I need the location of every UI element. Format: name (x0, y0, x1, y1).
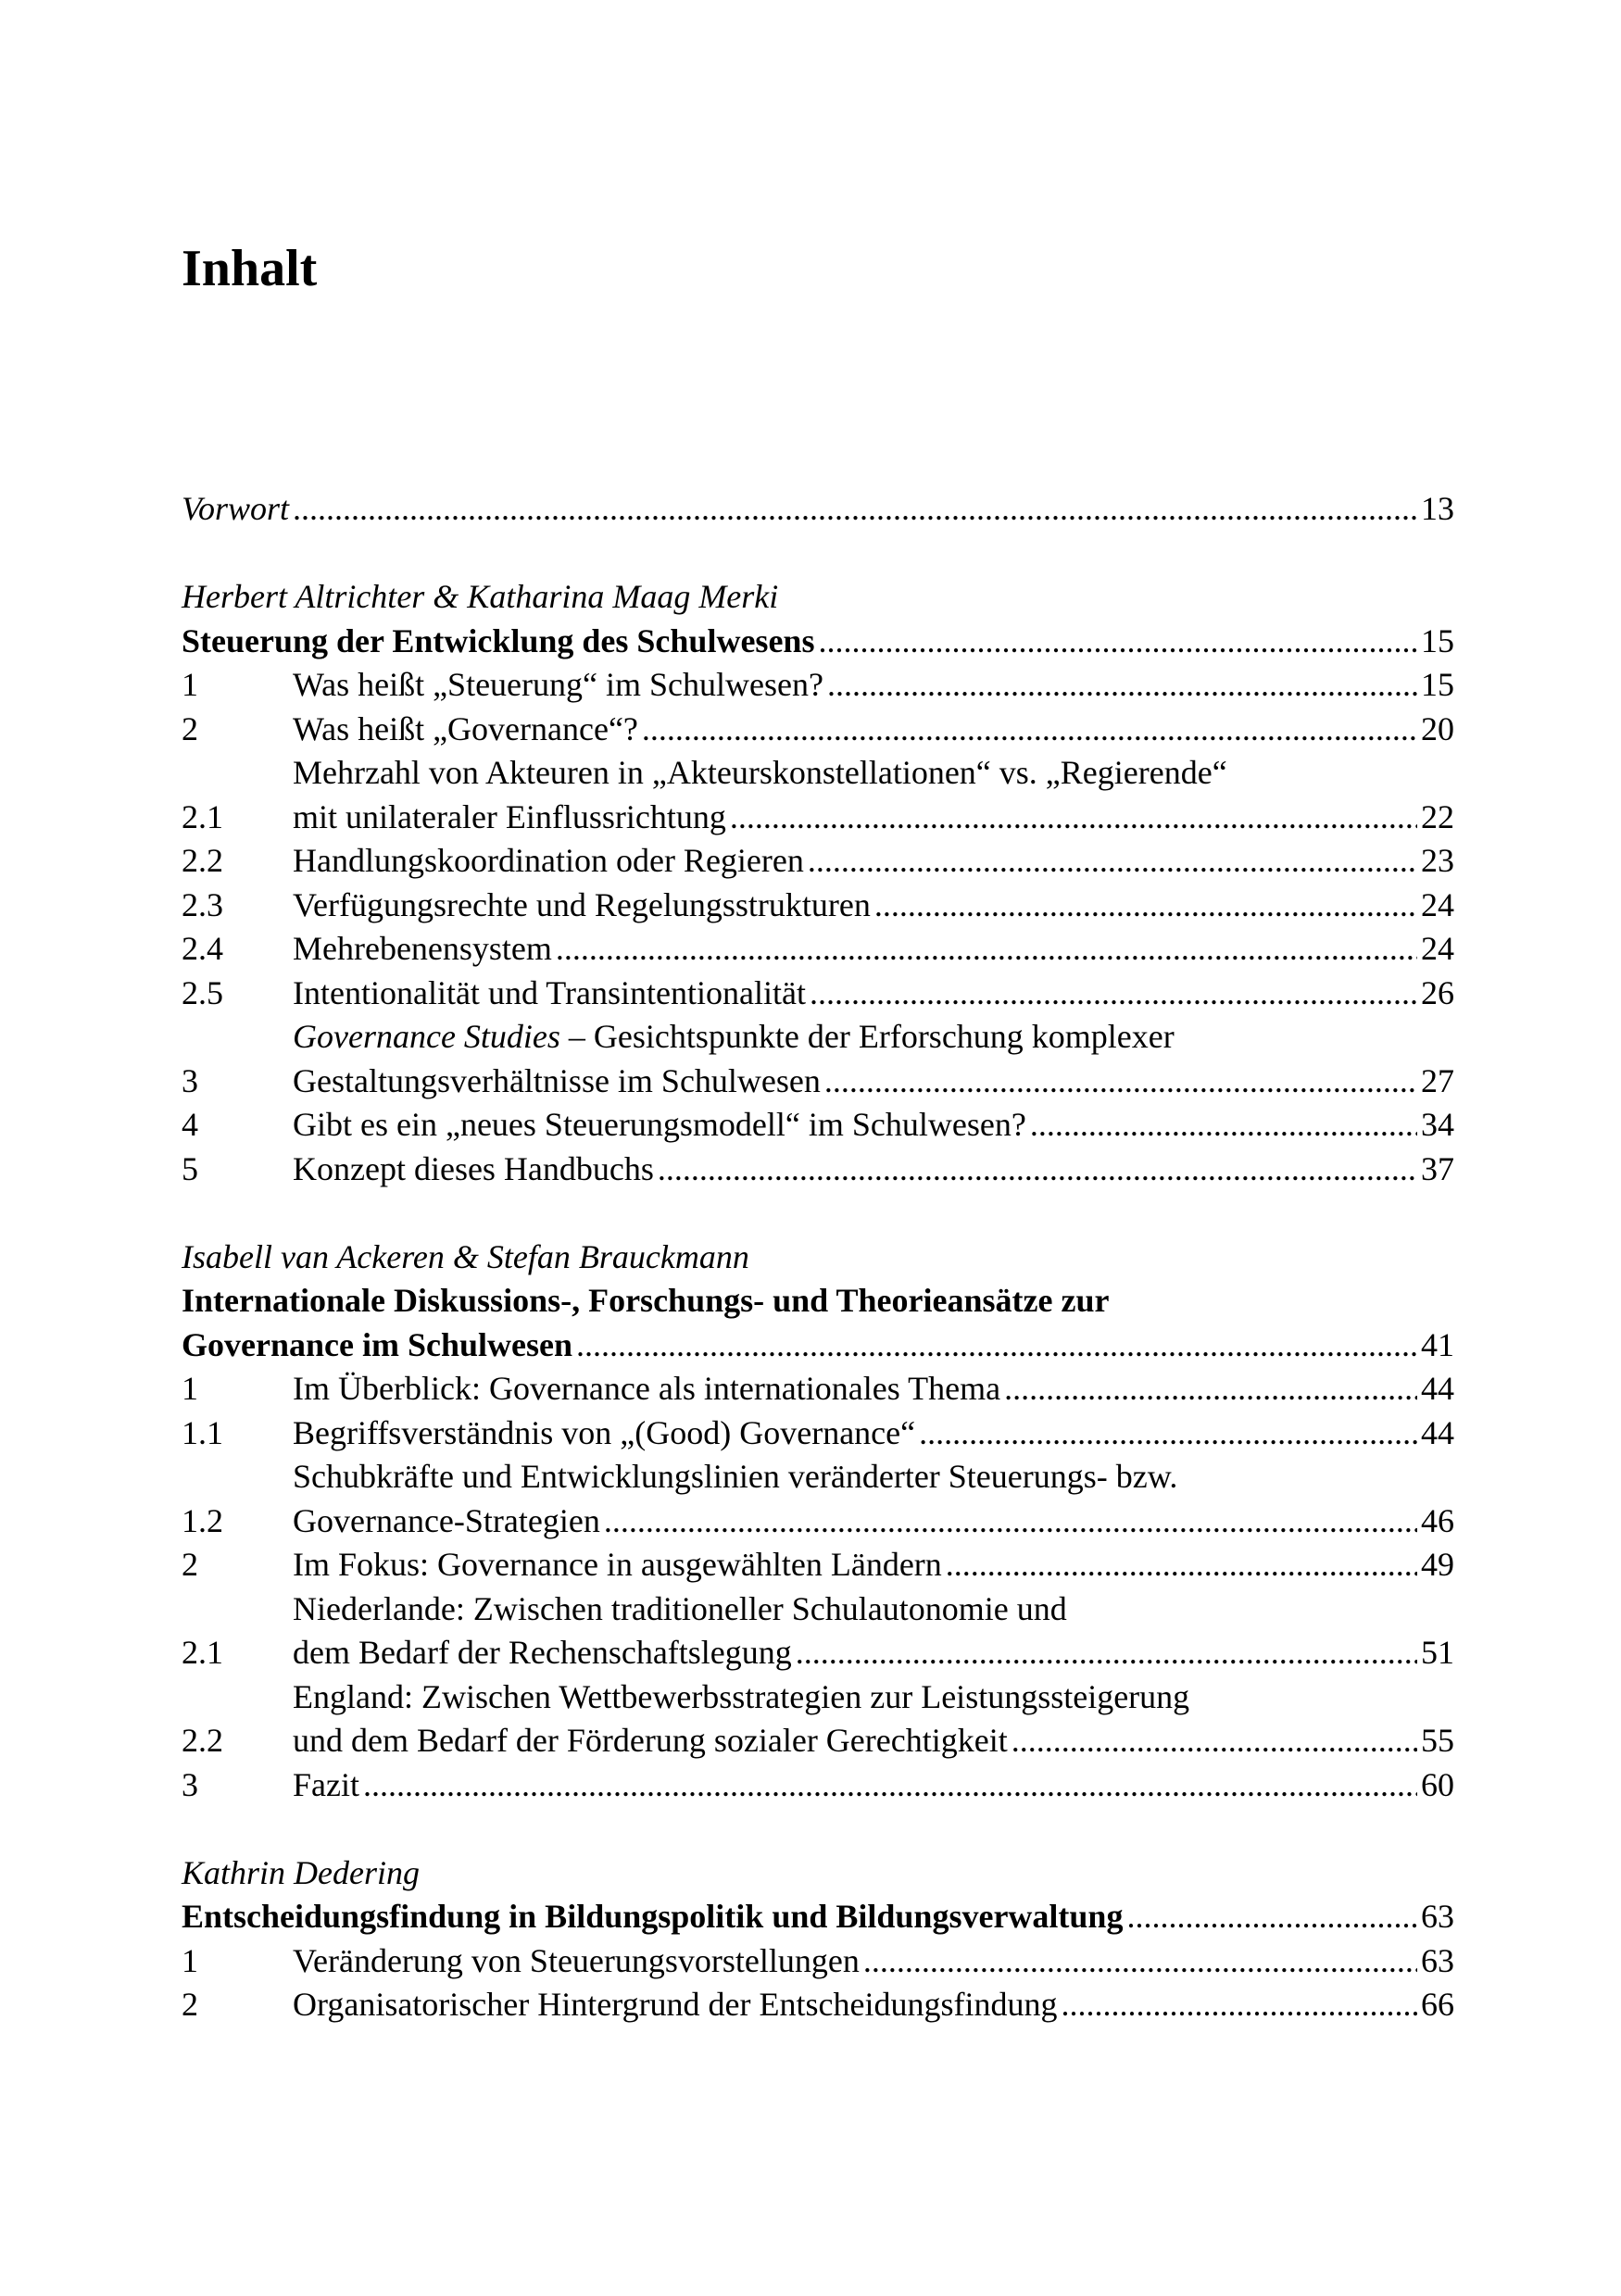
toc-page-number: 41 (1421, 1325, 1454, 1363)
dot-leader (874, 884, 1417, 928)
toc-entry (182, 839, 1454, 884)
toc-entry (182, 1939, 1454, 1984)
toc-entry-title-line1 (293, 751, 1454, 796)
dot-leader (556, 927, 1417, 972)
toc-entry-title: Im Überblick: Governance als internationales Thema (293, 1370, 1001, 1407)
toc-entry-title-line1 (293, 1015, 1454, 1060)
toc-entry-title: Was heißt „Steuerung“ im Schulwesen? (293, 666, 823, 703)
toc-entry (182, 1675, 1454, 1763)
toc-entry-vorwort (182, 487, 1454, 532)
toc-page-number: 15 (1421, 621, 1454, 659)
toc-entry (182, 884, 1454, 928)
toc-entry (182, 927, 1454, 972)
toc-page-number: 44 (1421, 1370, 1454, 1407)
section-spacer (182, 1191, 1454, 1236)
section-number: 2 (182, 1546, 198, 1583)
toc-entry-title: Veränderung von Steuerungsvorstellungen (293, 1941, 860, 1979)
toc-entry-title: Begriffsverständnis von „(Good) Governance“ (293, 1413, 916, 1451)
dot-leader (1004, 1367, 1417, 1411)
section-number: 2.4 (182, 930, 223, 967)
section-number: 2.5 (182, 973, 223, 1011)
section-number: 2.2 (182, 1722, 223, 1759)
section-number: 2.2 (182, 842, 223, 879)
section-number: 2.1 (182, 1634, 223, 1671)
toc-page-number: 26 (1421, 973, 1454, 1011)
chapter-author: Isabell van Ackeren & Stefan Brauckmann (182, 1237, 749, 1275)
dot-leader (730, 796, 1417, 840)
toc-entry (182, 972, 1454, 1016)
section-number: 1.1 (182, 1413, 223, 1451)
toc-entry-title-text: – Gesichtspunkte der Erforschung komplexer (559, 1018, 1175, 1055)
dot-leader (576, 1324, 1417, 1368)
toc-entry-title-text: Niederlande: Zwischen traditioneller Schulautonomie und (293, 1589, 1067, 1627)
toc-entry (182, 1763, 1454, 1808)
toc-entry (182, 1015, 1454, 1103)
toc-entry-title: dem Bedarf der Rechenschaftslegung (293, 1634, 792, 1671)
toc-page-number: 23 (1421, 842, 1454, 879)
toc-page-number: 60 (1421, 1765, 1454, 1803)
section-number: 2.1 (182, 797, 223, 835)
dot-leader (642, 708, 1417, 752)
page-title: Inhalt (182, 240, 318, 297)
section-number: 3 (182, 1765, 198, 1803)
dot-leader (604, 1499, 1417, 1544)
toc-entry (182, 1455, 1454, 1543)
toc-page-number: 24 (1421, 930, 1454, 967)
toc-entry-title: Entscheidungsfindung in Bildungspolitik und Bildungsverwaltung (182, 1898, 1124, 1935)
table-of-contents (182, 487, 1454, 2027)
chapter-heading (182, 1895, 1454, 1939)
section-spacer (182, 532, 1454, 576)
toc-entry (182, 1543, 1454, 1587)
toc-entry (182, 751, 1454, 839)
dot-leader (824, 1060, 1417, 1104)
chapter-author: Kathrin Dedering (182, 1853, 420, 1891)
dot-leader (1062, 1983, 1418, 2027)
section-number: 1.2 (182, 1501, 223, 1539)
toc-entry-title-line1 (293, 1587, 1454, 1632)
toc-entry-title: Governance im Schulwesen (182, 1325, 572, 1363)
section-number: 4 (182, 1106, 198, 1143)
toc-entry-title-text: Mehrzahl von Akteuren in „Akteurskonstellationen“ vs. „Regierende“ (293, 754, 1227, 791)
toc-entry-title: Steuerung der Entwicklung des Schulwesens (182, 621, 815, 659)
section-number: 2.3 (182, 885, 223, 923)
toc-entry-title: und dem Bedarf der Förderung sozialer Gerechtigkeit (293, 1722, 1008, 1759)
dot-leader (919, 1411, 1417, 1456)
section-number: 5 (182, 1149, 198, 1187)
section-number: 1 (182, 1370, 198, 1407)
chapter-heading (182, 620, 1454, 664)
toc-entry-title-line1 (293, 1675, 1454, 1720)
toc-page-number: 15 (1421, 666, 1454, 703)
toc-page-number: 27 (1421, 1061, 1454, 1099)
toc-page-number: 49 (1421, 1546, 1454, 1583)
toc-page-number: 22 (1421, 797, 1454, 835)
toc-page-number: 51 (1421, 1634, 1454, 1671)
toc-page-number: 37 (1421, 1149, 1454, 1187)
toc-entry-title: Handlungskoordination oder Regieren (293, 842, 804, 879)
toc-entry-title: Gestaltungsverhältnisse im Schulwesen (293, 1061, 821, 1099)
toc-entry (182, 1148, 1454, 1192)
toc-page-number: 46 (1421, 1501, 1454, 1539)
toc-entry-title-text: England: Zwischen Wettbewerbsstrategien zur Leistungssteigerung (293, 1677, 1190, 1715)
dot-leader (293, 487, 1417, 532)
dot-leader (818, 620, 1417, 664)
toc-entry-title-italic: Governance Studies (293, 1018, 560, 1055)
toc-page-number: 63 (1421, 1898, 1454, 1935)
toc-entry-title: Vorwort (182, 490, 290, 527)
toc-entry-title: mit unilateraler Einflussrichtung (293, 797, 726, 835)
section-number: 1 (182, 666, 198, 703)
toc-page-number: 34 (1421, 1106, 1454, 1143)
toc-entry-title-line1 (293, 1455, 1454, 1499)
chapter-heading (182, 1279, 1454, 1367)
dot-leader (658, 1148, 1417, 1192)
dot-leader (863, 1939, 1417, 1984)
toc-entry-title-text: Internationale Diskussions-, Forschungs- und Theorieansätze zur (182, 1282, 1110, 1319)
toc-entry (182, 1367, 1454, 1411)
dot-leader (1126, 1895, 1417, 1939)
dot-leader (363, 1763, 1417, 1808)
toc-entry-title: Governance-Strategien (293, 1501, 600, 1539)
toc-entry-title: Gibt es ein „neues Steuerungsmodell“ im Schulwesen? (293, 1106, 1026, 1143)
toc-page-number: 63 (1421, 1941, 1454, 1979)
section-spacer (182, 1807, 1454, 1851)
dot-leader (1012, 1719, 1417, 1763)
toc-page-number: 55 (1421, 1722, 1454, 1759)
toc-page-number: 66 (1421, 1986, 1454, 2023)
toc-entry-title: Was heißt „Governance“? (293, 709, 638, 747)
dot-leader (808, 839, 1417, 884)
toc-entry (182, 1587, 1454, 1675)
toc-entry-title: Organisatorischer Hintergrund der Entscheidungsfindung (293, 1986, 1058, 2023)
section-number: 1 (182, 1941, 198, 1979)
section-number: 2 (182, 1986, 198, 2023)
toc-entry-title: Verfügungsrechte und Regelungsstrukturen (293, 885, 871, 923)
toc-entry-title: Im Fokus: Governance in ausgewählten Ländern (293, 1546, 942, 1583)
toc-entry-title: Fazit (293, 1765, 359, 1803)
toc-entry-title-line1 (182, 1279, 1454, 1324)
dot-leader (827, 663, 1417, 708)
toc-entry (182, 663, 1454, 708)
section-number: 2 (182, 709, 198, 747)
section-number: 3 (182, 1061, 198, 1099)
toc-entry (182, 1983, 1454, 2027)
toc-entry-title-text: Schubkräfte und Entwicklungslinien veränderter Steuerungs- bzw. (293, 1458, 1178, 1495)
toc-entry-title: Mehrebenensystem (293, 930, 552, 967)
dot-leader (946, 1543, 1417, 1587)
toc-page-number: 24 (1421, 885, 1454, 923)
toc-entry (182, 708, 1454, 752)
toc-entry (182, 1103, 1454, 1148)
toc-page-number: 44 (1421, 1413, 1454, 1451)
dot-leader (810, 972, 1417, 1016)
dot-leader (796, 1631, 1417, 1675)
toc-entry (182, 1411, 1454, 1456)
toc-page-number: 13 (1421, 490, 1454, 527)
dot-leader (1030, 1103, 1417, 1148)
toc-entry-title: Konzept dieses Handbuchs (293, 1149, 654, 1187)
toc-entry-title: Intentionalität und Transintentionalität (293, 973, 806, 1011)
chapter-author: Herbert Altrichter & Katharina Maag Merki (182, 578, 779, 615)
toc-page-number: 20 (1421, 709, 1454, 747)
